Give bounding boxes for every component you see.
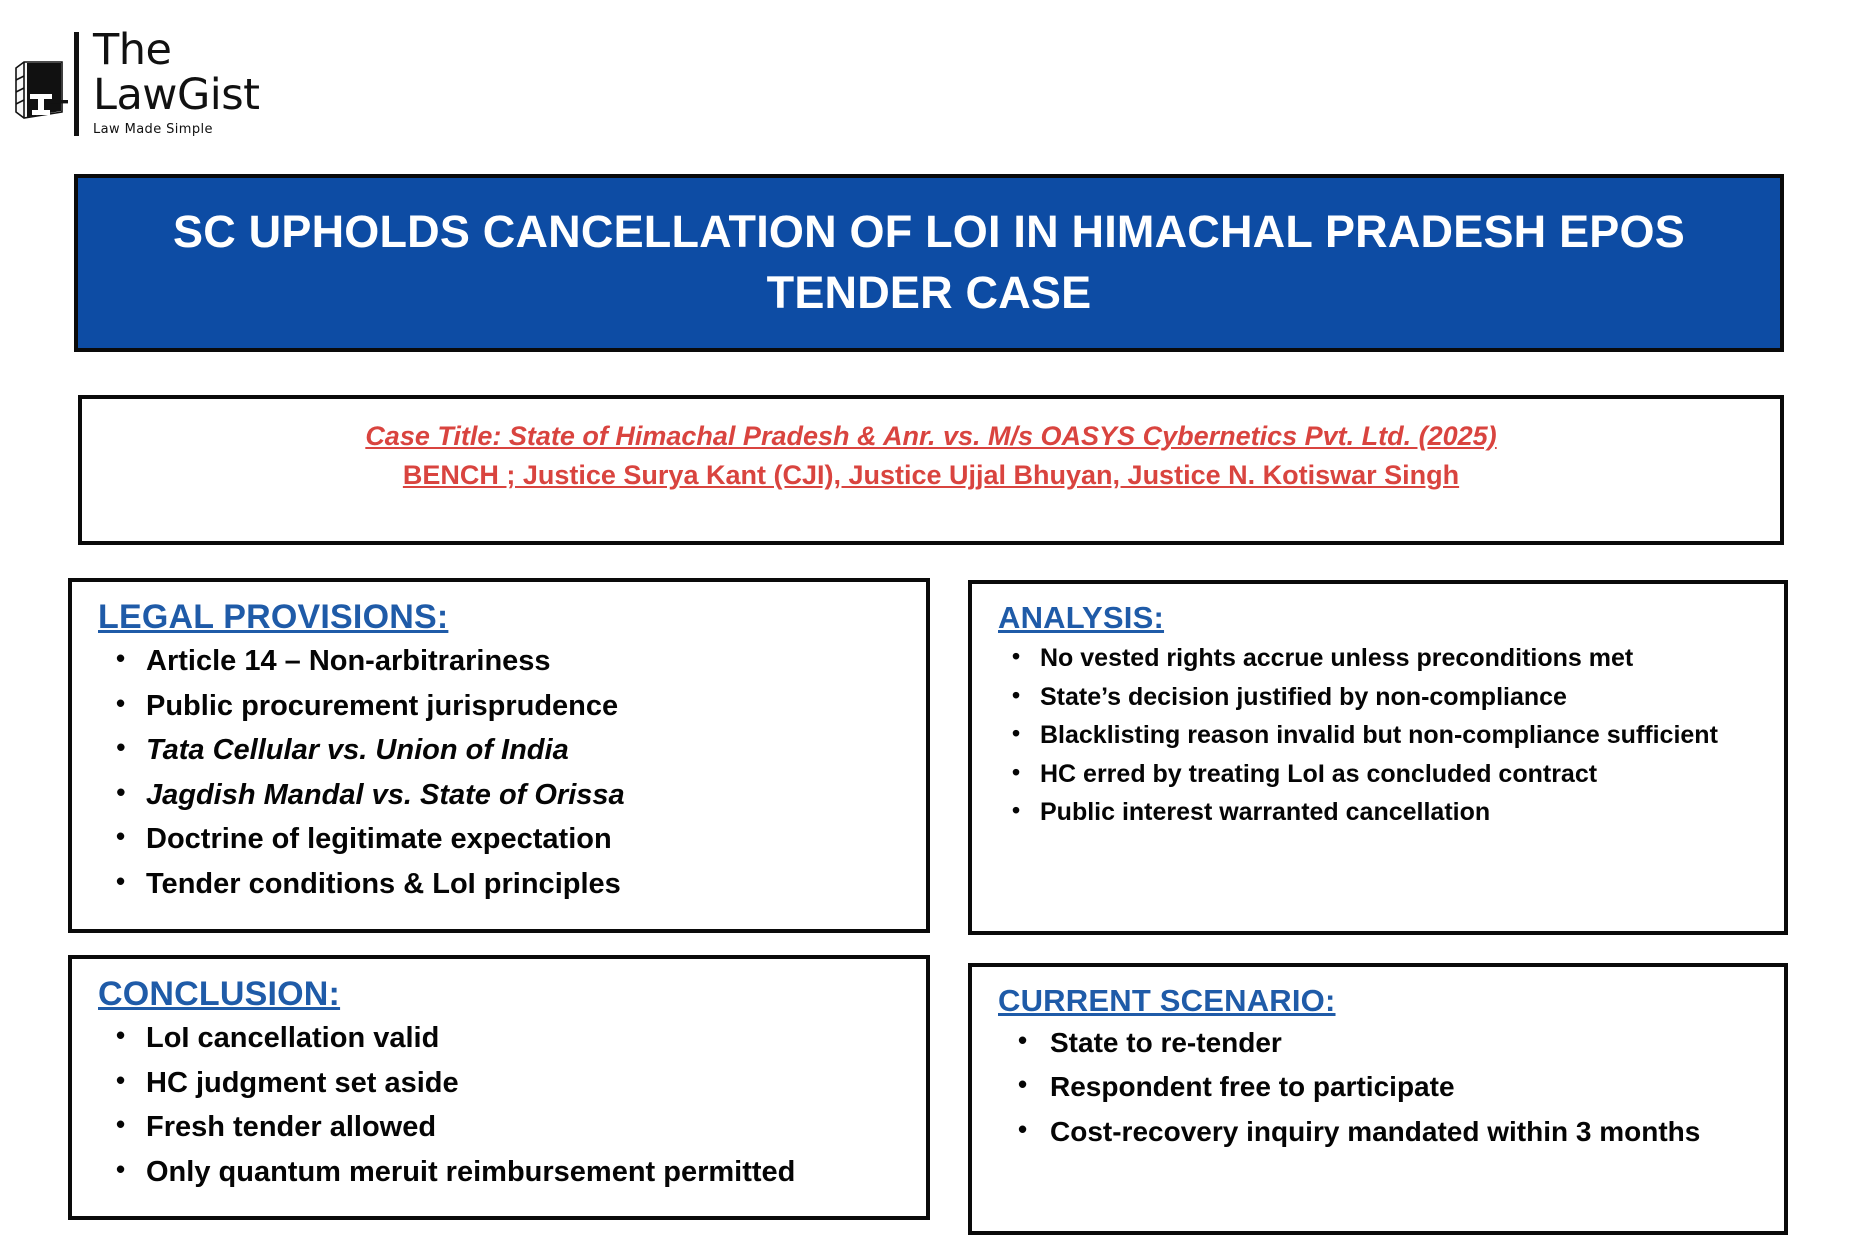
list-item: • HC erred by treating LoI as concluded contract: [990, 758, 1764, 792]
case-info-box: [78, 395, 1784, 545]
logo-word-lawgist: LawGist: [93, 70, 260, 120]
panel-analysis: [968, 580, 1788, 935]
list-item: • Blacklisting reason invalid but non-compliance sufficient: [990, 719, 1764, 753]
logo-word-the: The: [93, 25, 172, 75]
list-item: • Tata Cellular vs. Union of India: [90, 732, 906, 769]
panel-current-scenario: [968, 963, 1788, 1235]
legal-provisions-list: [90, 643, 906, 902]
list-item: • Respondent free to participate: [990, 1069, 1764, 1105]
case-bench: BENCH ; Justice Surya Kant (CJI), Justice Ujjal Bhuyan, Justice N. Kotiswar Singh: [402, 460, 1460, 491]
case-title: Case Title: State of Himachal Pradesh & Anr. vs. M/s OASYS Cybernetics Pvt. Ltd. (2025): [365, 421, 1497, 451]
list-item: • No vested rights accrue unless preconditions met: [990, 642, 1764, 676]
list-item: • HC judgment set aside: [90, 1065, 906, 1102]
conclusion-list: [90, 1020, 906, 1190]
list-item: • Public interest warranted cancellation: [990, 796, 1764, 830]
list-item: • Article 14 – Non-arbitrariness: [90, 643, 906, 680]
panel-heading-conclusion: CONCLUSION:: [98, 975, 341, 1013]
current-scenario-list: [990, 1025, 1764, 1150]
title-banner: [74, 174, 1784, 352]
panel-conclusion: [68, 955, 930, 1220]
list-item: • Public procurement jurisprudence: [90, 688, 906, 725]
panel-legal-provisions: [68, 578, 930, 933]
analysis-list: [990, 642, 1764, 830]
list-item: • Tender conditions & LoI principles: [90, 866, 906, 903]
list-item: • Doctrine of legitimate expectation: [90, 821, 906, 858]
logo-divider: [74, 32, 79, 136]
page-title: SC UPHOLDS CANCELLATION OF LOI IN HIMACHAL PRADESH EPOS TENDER CASE: [173, 206, 1685, 318]
panel-heading-legal-provisions: LEGAL PROVISIONS:: [98, 598, 449, 636]
list-item: • Jagdish Mandal vs. State of Orissa: [90, 777, 906, 814]
list-item: • Fresh tender allowed: [90, 1109, 906, 1146]
list-item: • Cost-recovery inquiry mandated within 3 months: [990, 1114, 1764, 1150]
list-item: • State to re-tender: [990, 1025, 1764, 1061]
panel-heading-current-scenario: CURRENT SCENARIO:: [998, 983, 1336, 1018]
list-item: • State’s decision justified by non-compliance: [990, 681, 1764, 715]
list-item: • Only quantum meruit reimbursement permitted: [90, 1154, 906, 1191]
list-item: • LoI cancellation valid: [90, 1020, 906, 1057]
brand-logo: [10, 25, 300, 148]
logo-tagline: Law Made Simple: [93, 122, 213, 137]
book-gavel-icon: [10, 50, 68, 130]
panel-heading-analysis: ANALYSIS:: [998, 600, 1165, 635]
